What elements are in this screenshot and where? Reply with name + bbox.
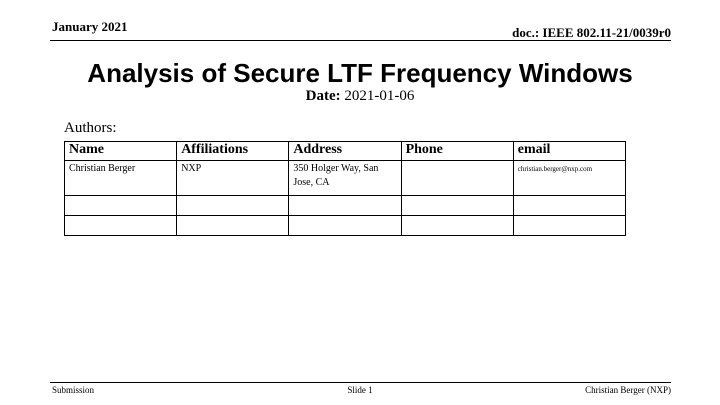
date-line xyxy=(0,88,720,105)
header-divider xyxy=(50,40,671,41)
cell-address: 350 Holger Way, San Jose, CA xyxy=(289,161,401,196)
date-value: 2021-01-06 xyxy=(344,88,415,104)
col-header-phone: Phone xyxy=(401,142,513,161)
cell-name xyxy=(65,196,177,216)
cell-email xyxy=(513,196,625,216)
footer-author: Christian Berger (NXP) xyxy=(585,385,671,395)
cell-email xyxy=(513,216,625,236)
col-header-email: email xyxy=(513,142,625,161)
table-row xyxy=(65,196,626,216)
cell-address xyxy=(289,196,401,216)
col-header-affiliations: Affiliations xyxy=(177,142,289,161)
footer-submission: Submission xyxy=(52,385,95,395)
authors-label: Authors: xyxy=(64,120,117,136)
authors-table xyxy=(64,141,626,236)
header-date: January 2021 xyxy=(52,19,128,34)
footer-divider xyxy=(50,382,671,383)
cell-name xyxy=(65,216,177,236)
col-header-address: Address xyxy=(289,142,401,161)
header-doc-id: doc.: IEEE 802.11-21/0039r0 xyxy=(512,25,671,40)
cell-phone xyxy=(401,196,513,216)
cell-affiliation xyxy=(177,196,289,216)
cell-email: christian.berger@nxp.com xyxy=(513,161,625,196)
footer-slide-number: Slide 1 xyxy=(347,385,373,395)
table-row xyxy=(65,161,626,196)
cell-phone xyxy=(401,216,513,236)
page-title: Analysis of Secure LTF Frequency Windows xyxy=(87,58,633,88)
cell-address xyxy=(289,216,401,236)
cell-phone xyxy=(401,161,513,196)
table-header-row xyxy=(65,142,626,161)
cell-affiliation xyxy=(177,216,289,236)
cell-name: Christian Berger xyxy=(65,161,177,196)
date-label: Date: xyxy=(305,88,341,104)
cell-affiliation: NXP xyxy=(177,161,289,196)
col-header-name: Name xyxy=(65,142,177,161)
table-row xyxy=(65,216,626,236)
